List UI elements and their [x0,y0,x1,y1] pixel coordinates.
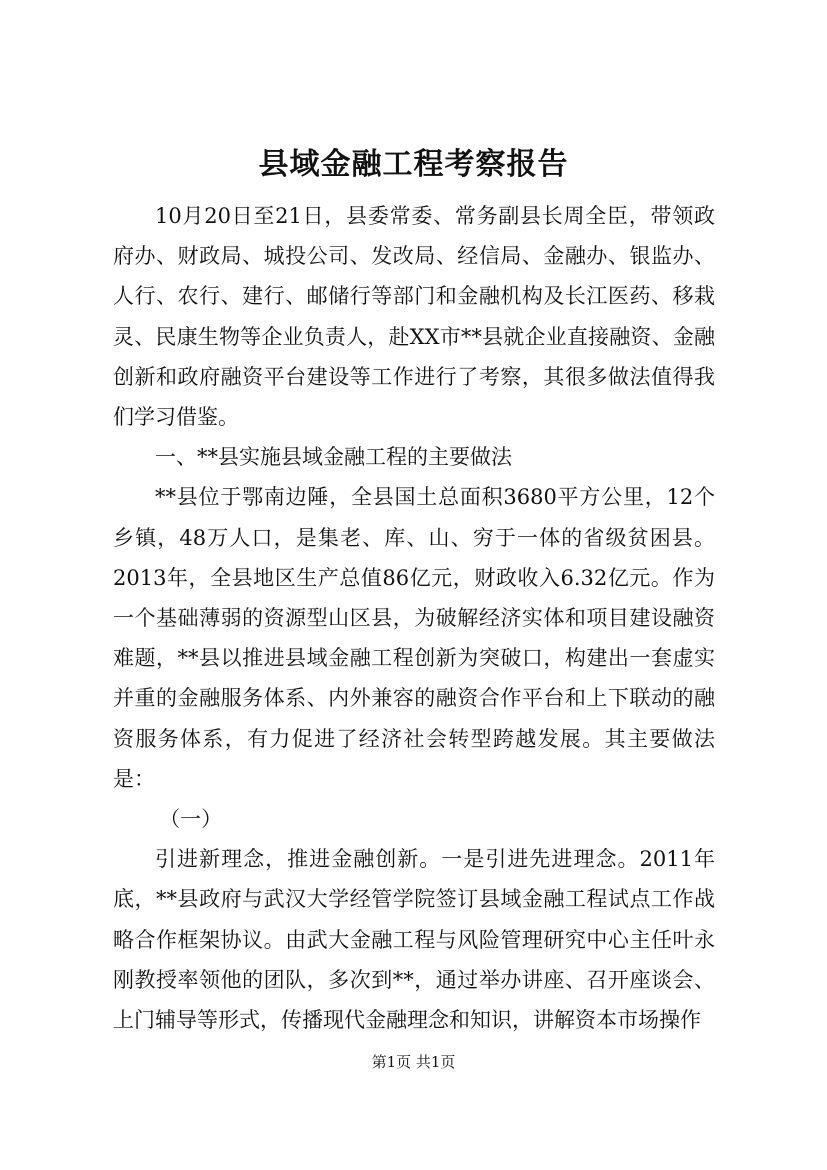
section-heading: 一、**县实施县域金融工程的主要做法 [155,445,512,470]
document-body [113,196,715,1040]
paragraph-overview: **县位于鄂南边陲，全县国土总面积3680平方公里，12个乡镇，48万人口，是集老、库、山、穷于一体的省级贫困县。2013年，全县地区生产总值86亿元，财政收入6.32亿元。作为一个基础薄弱的资源型山区县，为破解经济实体和项目建设融资难题，**县以推进县域金融工程创新为突破口，构建出一套虚实并重的金融服务体系、内外兼容的融资合作平台和上下联动的融资服务体系，有力促进了经济社会转型跨越发展。其主要做法是： [113,485,715,791]
paragraph-innovation: 引进新理念，推进金融创新。一是引进先进理念。2011年底，**县政府与武汉大学经管学院签订县域金融工程试点工作战略合作框架协议。由武大金融工程与风险管理研究中心主任叶永刚教授率领他的团队，多次到**，通过举办讲座、召开座谈会、上门辅导等形式，传播现代金融理念和知识，讲解资本市场操作 [113,847,715,1033]
page-footer: 第1页 共1页 [371,1053,456,1071]
paragraph-intro: 10月20日至21日，县委常委、常务副县长周全臣，带领政府办、财政局、城投公司、发改局、经信局、金融办、银监办、人行、农行、建行、邮储行等部门和金融机构及长江医药、移栽灵、民康生物等企业负责人，赴XX市**县就企业直接融资、金融创新和政府融资平台建设等工作进行了考察，其很多做法值得我们学习借鉴。 [113,204,715,430]
document-title: 县域金融工程考察报告 [258,147,569,182]
subsection-marker: （一） [159,807,223,832]
